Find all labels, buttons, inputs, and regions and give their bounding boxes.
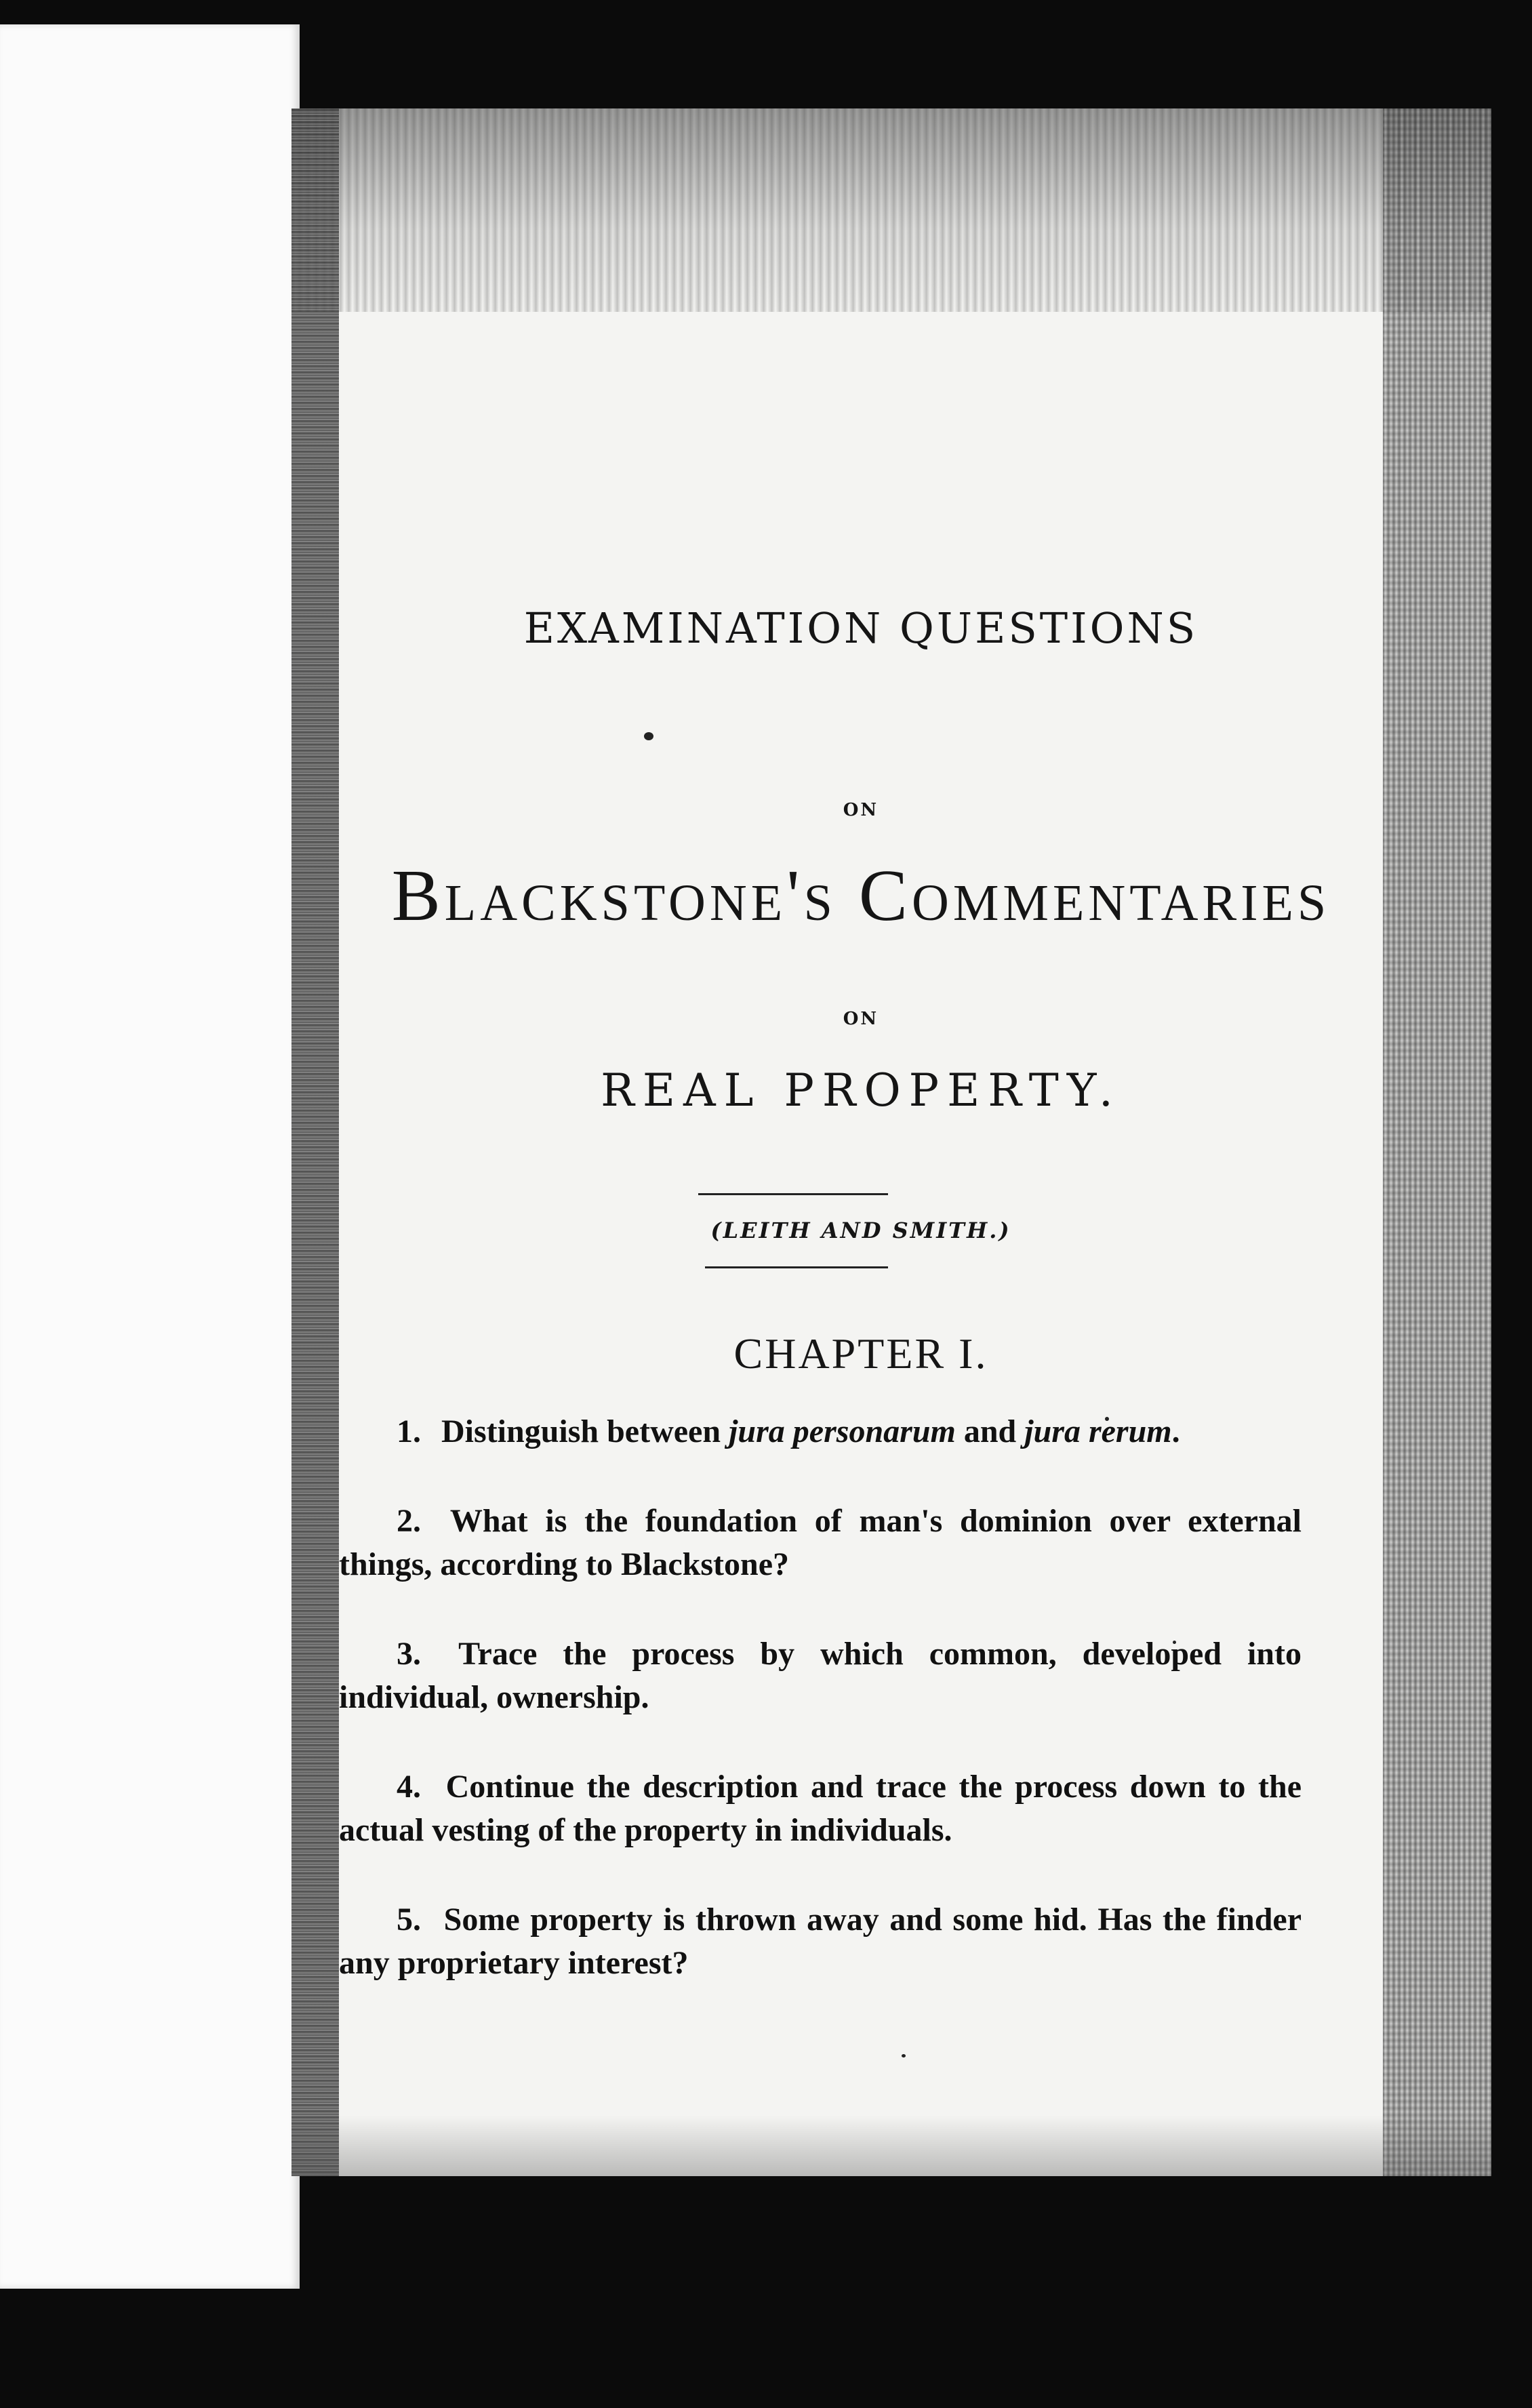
blank-facing-leaf [0,24,300,2289]
question-text: Trace the process by which common, developed into individual, ownership. [339,1636,1302,1715]
divider-rule-bottom [705,1266,888,1268]
question-text: and [963,1413,1017,1449]
question-5 [339,1898,1302,1985]
photocopy-noise-left [291,108,339,2176]
question-text: Continue the description and trace the process down to the actual vesting of the property in individuals. [339,1769,1302,1848]
chapter-heading: CHAPTER I. [733,1329,988,1378]
question-3 [339,1632,1302,1719]
question-text: . [1171,1413,1180,1449]
document-page [291,108,1491,2176]
connector-on-1: ON [843,800,879,820]
question-list [339,1410,1302,2031]
question-text: What is the foundation of man's dominion over external things, according to Blackstone? [339,1503,1302,1582]
question-text: Distinguish between [441,1413,721,1449]
question-2 [339,1500,1302,1586]
question-number: 4. [397,1769,421,1805]
connector-on-2: ON [843,1009,879,1029]
authors-line: (LEITH AND SMITH.) [710,1218,1011,1243]
latin-term: jura personarum [729,1413,956,1449]
photocopy-noise-top [291,108,1491,312]
examination-heading: EXAMINATION QUESTIONS [523,603,1198,653]
question-number: 3. [397,1636,421,1672]
photocopy-noise-right [1383,108,1491,2176]
question-number: 2. [397,1503,421,1539]
question-4 [339,1765,1302,1852]
subject-title: REAL PROPERTY. [601,1064,1121,1117]
question-number: 1. [397,1413,421,1449]
question-1 [339,1410,1302,1453]
question-number: 5. [397,1902,421,1938]
divider-rule-top [698,1193,888,1195]
photocopy-noise-bottom [291,2115,1491,2176]
book-title: Blackstone's Commentaries [391,856,1331,936]
ink-speck [644,732,653,740]
latin-term: jura rerum [1024,1413,1172,1449]
question-text: Some property is thrown away and some hid. Has the finder any proprietary interest? [339,1902,1302,1981]
ink-speck [902,2054,906,2058]
